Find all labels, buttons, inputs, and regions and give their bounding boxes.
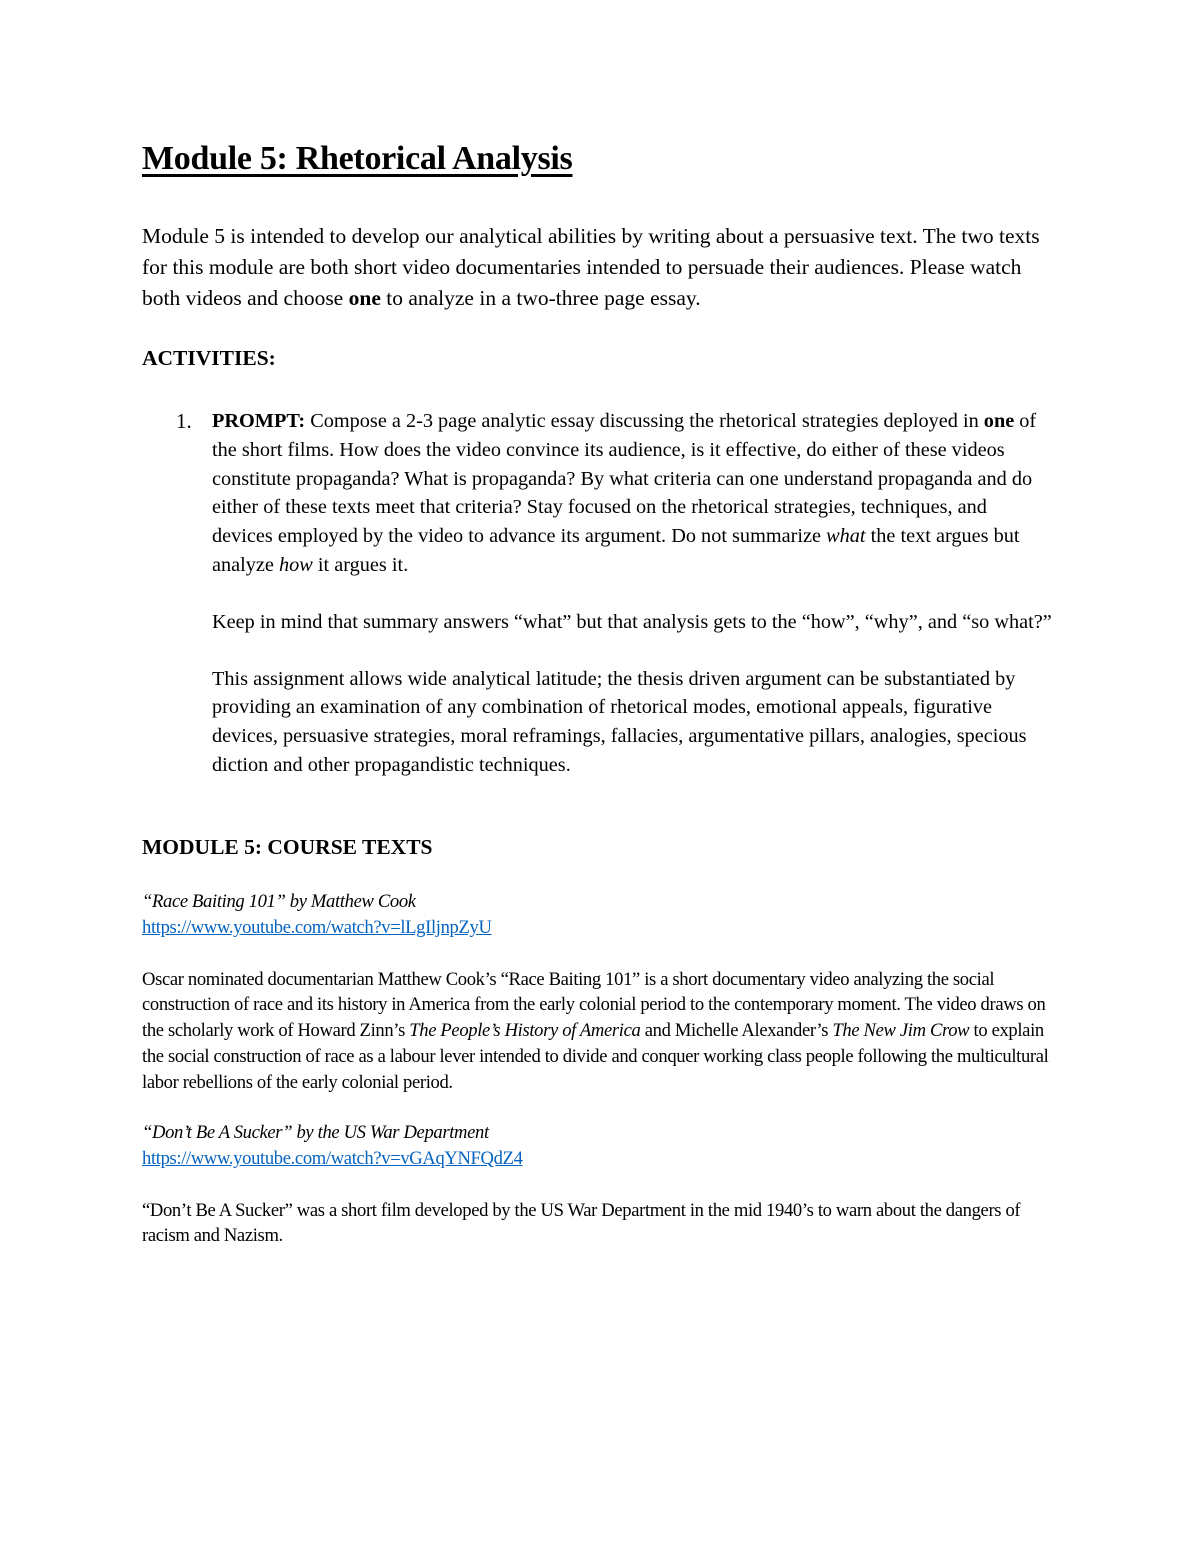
prompt-text: Compose a 2-3 page analytic essay discussing the rhetorical strategies deployed in	[305, 410, 984, 432]
video-title: “Don’t Be A Sucker” by the US War Department	[142, 1122, 489, 1143]
video-link[interactable]: https://www.youtube.com/watch?v=vGAqYNFQdZ4	[142, 1147, 523, 1169]
intro-text-end: to analyze in a two-three page essay.	[380, 286, 701, 310]
intro-text: Module 5 is intended to develop our analytical abilities by writing about a persuasive text. The two texts for this module are both short video documentaries intended to persuade their audiences. Please watch both videos and choose	[142, 224, 1040, 310]
description-text: Oscar nominated documentarian Matthew Cook’s “Race Baiting 101” is a short documentary video analyzing the social construction of race and its history in America from the early colonial period to the contemporary moment. The video draws on the scholarly work of Howard Zinn’s	[142, 968, 1046, 1042]
video-title: “Race Baiting 101” by Matthew Cook	[142, 891, 416, 912]
activities-heading: ACTIVITIES:	[142, 346, 276, 370]
video-description	[142, 967, 1062, 1096]
summary-note: Keep in mind that summary answers “what” but that analysis gets to the “how”, “why”, and “so what?”	[212, 610, 1052, 633]
video-description: “Don’t Be A Sucker” was a short film developed by the US War Department in the mid 1940’s to warn about the dangers of racism and Nazism.	[142, 1199, 1021, 1247]
document-title: Module 5: Rhetorical Analysis	[142, 140, 573, 177]
course-text-entry	[142, 1120, 1062, 1249]
prompt-text-continued: of the short films. How does the video convince its audience, is it effective, do either of these videos constitute propaganda? What is propaganda? By what criteria can one understand propaganda and do either of these texts meet that criteria? Stay focused on the rhetorical strategies, techniques, and devices employed by the video to advance its argument. Do not summarize	[212, 410, 1037, 548]
prompt-how: how	[279, 553, 313, 576]
intro-paragraph	[142, 221, 1062, 314]
course-text-entry	[142, 889, 1062, 1096]
course-texts-heading: MODULE 5: COURSE TEXTS	[142, 835, 433, 859]
prompt-item	[212, 407, 1052, 780]
prompt-what: what	[826, 525, 866, 548]
intro-emphasis: one	[348, 286, 381, 310]
book-title: The People’s History of America	[409, 1020, 641, 1042]
prompt-text-middle: the text argues but analyze	[212, 525, 1020, 576]
prompt-paragraph	[212, 407, 1052, 580]
latitude-note: This assignment allows wide analytical latitude; the thesis driven argument can be substantiated by providing an examination of any combination of rhetorical modes, emotional appeals, figurative devices, persuasive strategies, moral reframings, fallacies, argumentative pillars, analogies, specious diction and other propagandistic techniques.	[212, 667, 1027, 776]
prompt-text-end: it argues it.	[312, 553, 409, 576]
description-text-end: to explain the social construction of race as a labour lever intended to divide and conquer working class people following the multicultural labor rebellions of the early colonial period.	[142, 1020, 1049, 1093]
prompt-label: PROMPT:	[212, 410, 306, 432]
prompt-emphasis: one	[983, 410, 1015, 432]
video-link[interactable]: https://www.youtube.com/watch?v=lLgIljnpZyU	[142, 916, 492, 938]
description-text-continued: and Michelle Alexander’s	[640, 1020, 833, 1042]
book-title: The New Jim Crow	[832, 1020, 970, 1042]
list-number: 1.	[176, 409, 192, 433]
